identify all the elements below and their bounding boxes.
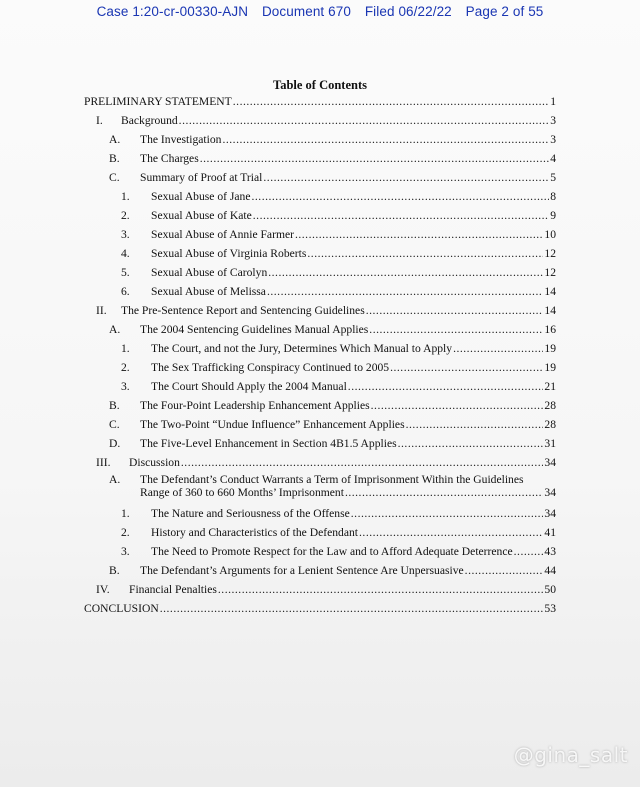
toc-entry: 3. The Need to Promote Respect for the Law and to Afford Adequate Deterrence ..... 43 — [84, 542, 556, 561]
toc-entry: 2. History and Characteristics of the Defendant ..... 41 — [84, 523, 556, 542]
toc-entry: 3. Sexual Abuse of Annie Farmer ..... 10 — [84, 225, 556, 244]
toc-entry: 5. Sexual Abuse of Carolyn ..... 12 — [84, 263, 556, 282]
toc-entry: 1. The Court, and not the Jury, Determines Which Manual to Apply ..... 19 — [84, 339, 556, 358]
toc-entry: II. The Pre-Sentence Report and Sentencing Guidelines ..... 14 — [84, 301, 556, 320]
toc-entry: 2. Sexual Abuse of Kate ..... 9 — [84, 206, 556, 225]
toc-entry: I. Background ..... 3 — [84, 111, 556, 130]
table-of-contents — [84, 92, 556, 618]
toc-entry: 2. The Sex Trafficking Conspiracy Continued to 2005 ..... 19 — [84, 358, 556, 377]
case-header — [0, 4, 640, 19]
toc-entry: 6. Sexual Abuse of Melissa ..... 14 — [84, 282, 556, 301]
toc-entry: 3. The Court Should Apply the 2004 Manual ..... 21 — [84, 377, 556, 396]
toc-entry: CONCLUSION ..... 53 — [84, 599, 556, 618]
toc-entry: 4. Sexual Abuse of Virginia Roberts ..... 12 — [84, 244, 556, 263]
case-number: Case 1:20-cr-00330-AJN — [96, 4, 249, 19]
filed-date: Filed 06/22/22 — [364, 4, 452, 19]
toc-entry: III. Discussion ..... 34 — [84, 453, 556, 472]
toc-entry: D. The Five-Level Enhancement in Section 4B1.5 Applies ..... 31 — [84, 434, 556, 453]
toc-entry: IV. Financial Penalties ..... 50 — [84, 580, 556, 599]
toc-entry: 1. Sexual Abuse of Jane ..... 8 — [84, 187, 556, 206]
toc-entry: C. The Two-Point “Undue Influence” Enhancement Applies ..... 28 — [84, 415, 556, 434]
toc-entry: B. The Four-Point Leadership Enhancement Applies ..... 28 — [84, 396, 556, 415]
document-number: Document 670 — [261, 4, 351, 19]
toc-entry: A. The Investigation ..... 3 — [84, 130, 556, 149]
toc-entry: B. The Charges ..... 4 — [84, 149, 556, 168]
toc-entry: 1. The Nature and Seriousness of the Offense ..... 34 — [84, 504, 556, 523]
toc-entry: B. The Defendant’s Arguments for a Lenient Sentence Are Unpersuasive ..... 44 — [84, 561, 556, 580]
toc-entry: PRELIMINARY STATEMENT ..... 1 — [84, 92, 556, 111]
toc-entry: C. Summary of Proof at Trial ..... 5 — [84, 168, 556, 187]
watermark-handle: @gina_salt — [513, 743, 628, 767]
page-count: Page 2 of 55 — [465, 4, 544, 19]
toc-entry: A. The Defendant’s Conduct Warrants a Term of Imprisonment Within the Guidelines Range of 360 to 660 Months’ Imprisonment ..... 34 — [84, 472, 556, 504]
toc-entry: A. The 2004 Sentencing Guidelines Manual Applies ..... 16 — [84, 320, 556, 339]
toc-title: Table of Contents — [273, 78, 367, 92]
